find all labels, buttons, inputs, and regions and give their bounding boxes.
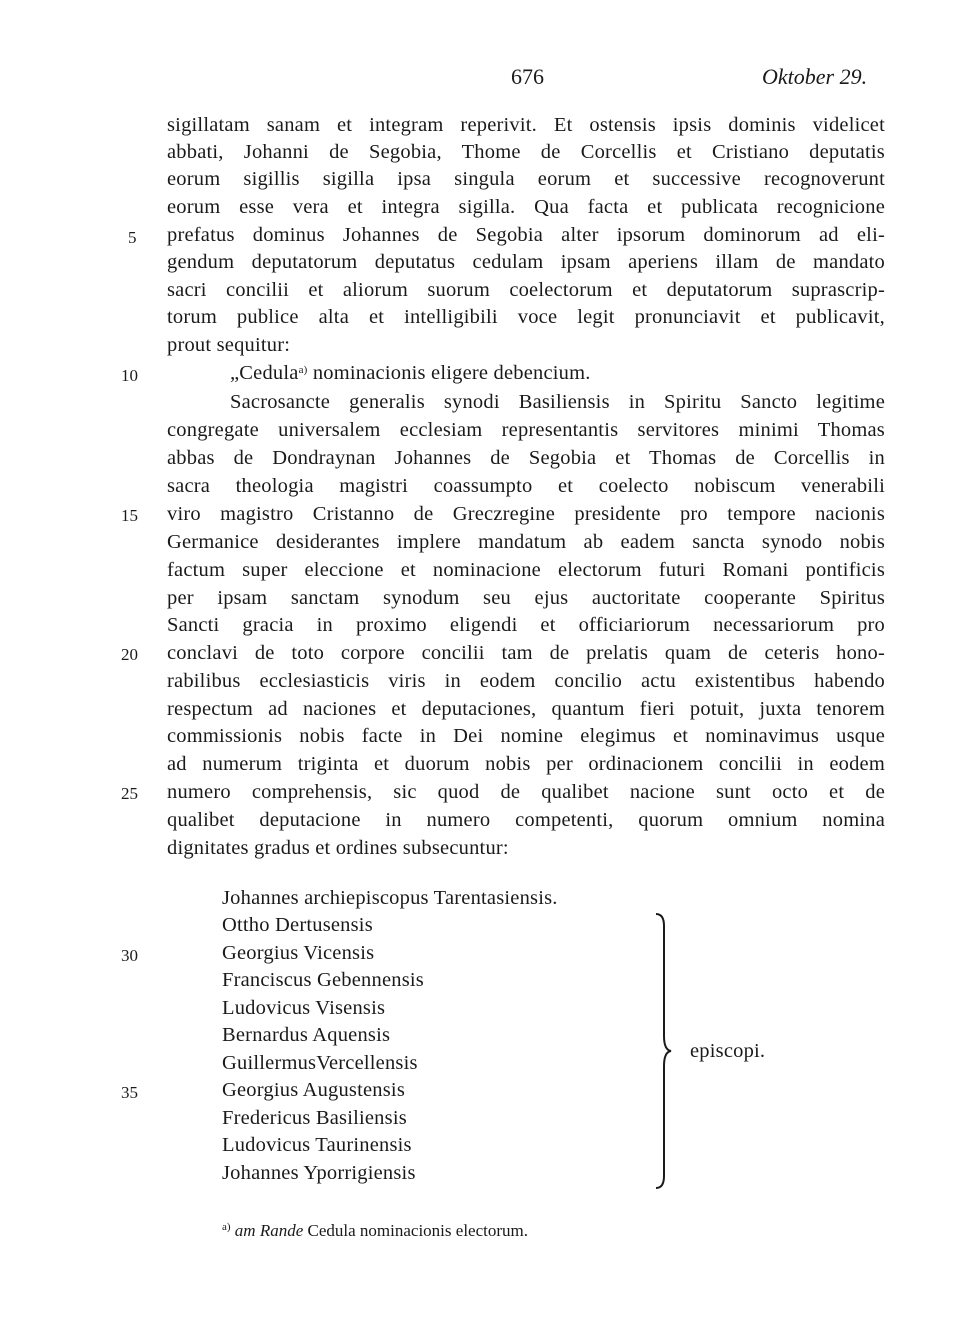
line-number: 5	[128, 228, 137, 247]
text-line: Sacrosancte generalis synodi Basiliensis in Spiritu Sancto legitime	[230, 391, 885, 413]
text-line: ad numerum triginta et duorum nobis per ordinacionem concilii in eodem	[167, 753, 885, 775]
line-number: 30	[121, 946, 138, 965]
text-line: eorum esse vera et integra sigilla. Qua facta et publicata recognicione	[167, 196, 885, 218]
footnote-italic: am Rande	[234, 1221, 304, 1240]
line-number: 10	[121, 366, 138, 385]
text-line: prout sequitur:	[167, 334, 291, 356]
text-line: sacra theologia magistri coassumpto et coelecto nobiscum venerabili	[167, 475, 885, 497]
line-number: 15	[121, 506, 138, 525]
text-line: Germanice desiderantes implere mandatum ab eadem sancta synodo nobis	[167, 531, 885, 553]
footnote	[222, 1221, 528, 1241]
text-line: viro magistro Cristanno de Greczregine presidente pro tempore nacionis	[167, 503, 885, 525]
text-line: numero comprehensis, sic quod de qualibet nacione sunt octo et de	[167, 781, 885, 803]
text-line: dignitates gradus et ordines subsecuntur:	[167, 837, 509, 859]
line-number: 25	[121, 784, 138, 803]
text-line: eorum sigillis sigilla ipsa singula eorum et successive recognoverunt	[167, 168, 885, 190]
text-line: gendum deputatorum deputatus cedulam ipsam aperiens illam de mandato	[167, 251, 885, 273]
page-number: 676	[511, 64, 544, 89]
cedula-heading: „Cedula$^{a)}$ nominacionis eligere debencium.	[230, 362, 591, 384]
text-line: conclavi de toto corpore concilii tam de prelatis quam de ceteris hono-	[167, 642, 885, 664]
text-line: abbas de Dondraynan Johannes de Segobia et Thomas de Corcellis in	[167, 447, 885, 469]
name-entry: Johannes Yporrigiensis	[222, 1162, 416, 1184]
name-entry: Ludovicus Taurinensis	[222, 1134, 412, 1156]
text-line: rabilibus ecclesiasticis viris in eodem concilio actu existentibus habendo	[167, 670, 885, 692]
brace-label: episcopi.	[690, 1040, 766, 1062]
text-line: prefatus dominus Johannes de Segobia alter ipsorum dominorum ad eli-	[167, 224, 885, 246]
name-entry: Franciscus Gebennensis	[222, 969, 424, 991]
page-date: Oktober 29.	[762, 64, 868, 89]
line-number: 20	[121, 645, 138, 664]
text-line: sacri concilii et aliorum suorum coelectorum et deputatorum suprascrip-	[167, 279, 885, 301]
text-line: torum publice alta et intelligibili voce legit pronunciavit et publicavit,	[167, 306, 885, 328]
name-entry: Fredericus Basiliensis	[222, 1107, 407, 1129]
name-entry: Georgius Augustensis	[222, 1079, 406, 1101]
curly-brace	[652, 912, 672, 1190]
text-line: Sancti gracia in proximo eligendi et officiariorum necessariorum pro	[167, 614, 885, 636]
line-number: 35	[121, 1083, 138, 1102]
footnote-text: Cedula nominacionis electorum.	[303, 1221, 528, 1240]
footnote-mark: a)	[222, 1221, 231, 1233]
name-entry: Johannes archiepiscopus Tarentasiensis.	[222, 887, 558, 909]
text-line: qualibet deputacione in numero competenti, quorum omnium nomina	[167, 809, 885, 831]
name-entry: GuillermusVercellensis	[222, 1052, 418, 1074]
text-line: sigillatam sanam et integram reperivit. Et ostensis ipsis dominis videlicet	[167, 114, 885, 136]
text-line: respectum ad naciones et deputaciones, quantum fieri potuit, juxta tenorem	[167, 698, 885, 720]
text-line: abbati, Johanni de Segobia, Thome de Corcellis et Cristiano deputatis	[167, 141, 885, 163]
text-line: congregate universalem ecclesiam representantis servitores minimi Thomas	[167, 419, 885, 441]
name-entry: Bernardus Aquensis	[222, 1024, 391, 1046]
text-line: factum super eleccione et nominacione electorum futuri Romani pontificis	[167, 559, 885, 581]
name-entry: Georgius Vicensis	[222, 942, 375, 964]
name-entry: Ludovicus Visensis	[222, 997, 386, 1019]
text-line: commissionis nobis facte in Dei nomine elegimus et nominavimus usque	[167, 725, 885, 747]
name-entry: Ottho Dertusensis	[222, 914, 373, 936]
text-line: per ipsam sanctam synodum seu ejus auctoritate cooperante Spiritus	[167, 587, 885, 609]
footnote-mark: a)	[298, 364, 308, 376]
